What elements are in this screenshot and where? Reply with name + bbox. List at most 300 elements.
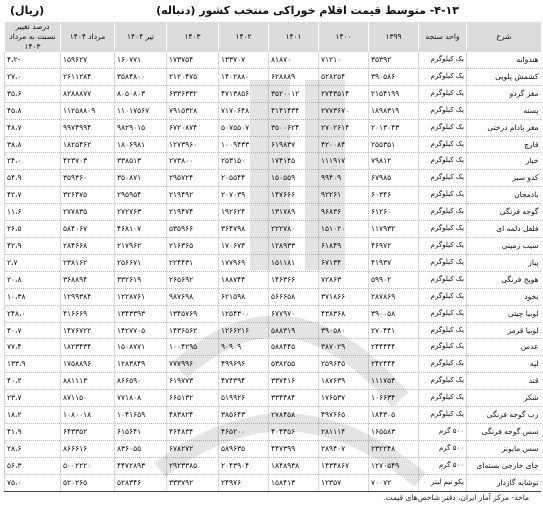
cell-val-tir-1404: ۱۶۰۷۷۱ xyxy=(115,52,167,68)
cell-val-1402: ۱۲۶۶۲۱۶ xyxy=(219,322,269,339)
cell-val-1400: ۵۲۸۲۵۴ xyxy=(319,68,369,85)
cell-val-1401: ۱۷۴۱۴۵ xyxy=(269,153,319,170)
cell-val-1401: ۳۳۷۴۱۶ xyxy=(269,373,319,390)
cell-item-name: مغز گردو xyxy=(467,85,541,102)
cell-change-percent: ۲۸،۶ xyxy=(5,440,61,457)
cell-unit: ۵۰۰ گرم xyxy=(419,457,467,474)
cell-item-name: هندوانه xyxy=(467,52,541,68)
cell-val-1400: ۱۷۶۵۳۷ xyxy=(319,390,369,407)
cell-val-tir-1404: ۲۹۵۹۵۴ xyxy=(115,187,167,204)
cell-change-percent: ۴۸،۷ xyxy=(5,119,61,136)
cell-val-1401: ۱۴۷۶۶۶ xyxy=(269,187,319,204)
cell-unit: یک کیلوگرم xyxy=(419,373,467,390)
cell-unit: یک کیلوگرم xyxy=(419,305,467,322)
cell-val-tir-1404: ۱۲۸۳۸۴۹ xyxy=(115,356,167,373)
cell-val-1403: ۶۷۸۲۷۲ xyxy=(167,440,219,457)
cell-change-percent: ۵۴،۹ xyxy=(5,170,61,187)
cell-change-percent: ۴۵،۸ xyxy=(5,102,61,119)
table-row xyxy=(5,373,541,390)
cell-val-mordad-1404: ۶۴۳۳۵۲ xyxy=(61,423,115,440)
cell-val-mordad-1404: ۲۳۸۱۶۲ xyxy=(61,254,115,271)
cell-val-1399: ۷۰۰۷۲ xyxy=(369,474,419,491)
cell-val-1401: ۶۱۹۸۳۷ xyxy=(269,136,319,153)
cell-val-tir-1404: ۸۰۵۰۸۰۳ xyxy=(115,85,167,102)
cell-val-1402: ۱۹۲۶۲۴ xyxy=(219,204,269,221)
cell-val-1403: ۲۷۳۸۰۰ xyxy=(167,153,219,170)
table-row xyxy=(5,68,541,85)
cell-item-name: بادمجان xyxy=(467,187,541,204)
cell-val-1399: ۲۵۵۳۵۱ xyxy=(369,136,419,153)
cell-val-1401: ۵۳۸۲۵۵ xyxy=(269,356,319,373)
table-row xyxy=(5,440,541,457)
cell-val-1402: ۲۰۷۰۳۹ xyxy=(219,187,269,204)
cell-val-1402: ۲۵۳۱۵۰ xyxy=(219,153,269,170)
cell-change-percent: ۲،۷ xyxy=(5,254,61,271)
header-1403: ۱۴۰۳ xyxy=(167,22,219,52)
table-row xyxy=(5,423,541,440)
cell-val-1402: ۵۸۹۶۳۵ xyxy=(219,440,269,457)
cell-change-percent: ۳۸،۸ xyxy=(5,136,61,153)
cell-item-name: عدس xyxy=(467,339,541,356)
cell-val-1400: ۲۷۴۳۵۱۴ xyxy=(319,85,369,102)
cell-change-percent: ۳۵،۶ xyxy=(5,85,61,102)
cell-val-mordad-1404: ۱۷۵۸۸۹۶ xyxy=(61,356,115,373)
table-row xyxy=(5,119,541,136)
cell-val-1399: ۳۵۳۹۲ xyxy=(369,52,419,68)
cell-val-tir-1404: ۱۵۰۸۷۷۱ xyxy=(115,339,167,356)
cell-item-name: فلفل دلمه ای xyxy=(467,221,541,238)
cell-val-mordad-1404: ۸۶۶۶۱۶ xyxy=(61,440,115,457)
cell-val-1399: ۶۷۹۸۵ xyxy=(369,170,419,187)
cell-val-1402: ۹۰۹۰۹ xyxy=(219,339,269,356)
cell-val-1402: ۶۲۱۵۹۸ xyxy=(219,288,269,305)
cell-val-1402: ۳۶۴۷۹۸ xyxy=(219,221,269,238)
cell-val-1402: ۵۰۷۵۵۰۷ xyxy=(219,119,269,136)
cell-val-1402: ۵۱۹۹۲۶ xyxy=(219,390,269,407)
cell-val-1399: ۲۳۲۲۴۸ xyxy=(369,440,419,457)
table-row xyxy=(5,288,541,305)
cell-val-1401: ۸۱۸۷۰ xyxy=(269,52,319,68)
cell-val-tir-1404: ۴۴۷۲۸۹۳ xyxy=(115,457,167,474)
header-1399: ۱۳۹۹ xyxy=(369,22,419,52)
cell-item-name: مغز بادام درختی xyxy=(467,119,541,136)
cell-val-1400: ۶۱۸۴۹ xyxy=(319,237,369,254)
cell-val-1399: ۱۱۱۷۵۴ xyxy=(369,373,419,390)
cell-unit: یک کیلوگرم xyxy=(419,187,467,204)
cell-item-name: سس گوجه فرنگی xyxy=(467,423,541,440)
cell-unit: یک کیلوگرم xyxy=(419,221,467,238)
cell-val-1400: ۴۹۷۶۶۵ xyxy=(319,407,369,424)
cell-val-1403: ۲۹۵۷۲۴ xyxy=(167,170,219,187)
cell-val-1401: ۶۷۷۹۷۰ xyxy=(269,305,319,322)
cell-val-1400: ۳۸۷۰۲۹ xyxy=(319,339,369,356)
cell-val-mordad-1404: ۳۵۹۳۶۰ xyxy=(61,170,115,187)
cell-item-name: پیاز xyxy=(467,254,541,271)
table-title-bar xyxy=(0,4,543,20)
cell-val-1399: ۶۱۲۶۰ xyxy=(369,204,419,221)
cell-val-1401: ۵۶۶۶۵۸ xyxy=(269,288,319,305)
cell-change-percent: ۷۵،۰ xyxy=(5,474,61,491)
cell-item-name: قند xyxy=(467,373,541,390)
cell-val-mordad-1404: ۱۸۲۵۴۶۲ xyxy=(61,136,115,153)
cell-change-percent: ۴۲،۷ xyxy=(5,187,61,204)
table-row xyxy=(5,474,541,491)
cell-change-percent: ۵۶،۳ xyxy=(5,457,61,474)
cell-unit: یک کیلوگرم xyxy=(419,68,467,85)
cell-val-mordad-1404: ۴۱۶۶۶۹ xyxy=(61,305,115,322)
cell-val-1400: ۱۲۳۵۷ xyxy=(319,474,369,491)
cell-unit: یک کیلوگرم xyxy=(419,204,467,221)
cell-val-1400: ۷۲۸۶۳ xyxy=(319,271,369,288)
cell-val-mordad-1404: ۵۰۰۲۲۲۰ xyxy=(61,457,115,474)
cell-val-mordad-1404: ۸۲۸۸۸۷۷ xyxy=(61,85,115,102)
cell-val-1401: ۳۵۲۰۰۱۲ xyxy=(269,85,319,102)
cell-change-percent: ۷۷،۴ xyxy=(5,339,61,356)
cell-val-mordad-1404: ۸۸۱۱۱۳ xyxy=(61,373,115,390)
cell-val-1399: ۴۱۹۳۷ xyxy=(369,254,419,271)
cell-val-tir-1404: ۱۳۴۳۳۹۳ xyxy=(115,305,167,322)
table-row xyxy=(5,237,541,254)
cell-unit: یک کیلوگرم xyxy=(419,102,467,119)
cell-val-1399: ۱۱۷۹۳۲ xyxy=(369,221,419,238)
cell-val-mordad-1404: ۵۸۴۰۶۷ xyxy=(61,221,115,238)
cell-val-1403: ۳۳۳۷۹۲ xyxy=(167,474,219,491)
cell-val-1401: ۱۵۱۱۸۱ xyxy=(269,254,319,271)
cell-item-name: لوبیا چیتی xyxy=(467,305,541,322)
header-change-percent: درصد تغییر نسبت به مرداد ۱۴۰۳ xyxy=(5,22,61,52)
price-table xyxy=(4,22,541,492)
cell-val-1399: ۱۸۹۸۳۱۹ xyxy=(369,102,419,119)
table-row xyxy=(5,136,541,153)
cell-val-1400: ۲۸۱۱۱۴ xyxy=(319,423,369,440)
table-row xyxy=(5,407,541,424)
cell-unit: یک کیلوگرم xyxy=(419,136,467,153)
cell-val-1400: ۱۸۷۶۳۹ xyxy=(319,373,369,390)
cell-item-name: خیار xyxy=(467,153,541,170)
cell-val-mordad-1404: ۲۶۱۱۲۸۴ xyxy=(61,68,115,85)
table-row xyxy=(5,356,541,373)
cell-val-1399: ۲۱۵۴۱۹۹ xyxy=(369,85,419,102)
cell-val-1401: ۱۵۸۴۱۳ xyxy=(269,474,319,491)
cell-change-percent: ۴۱،۹ xyxy=(5,423,61,440)
table-row xyxy=(5,170,541,187)
cell-val-1401: ۵۸۸۴۴۵ xyxy=(269,339,319,356)
cell-unit: یک کیلوگرم xyxy=(419,288,467,305)
cell-val-tir-1404: ۱۱۰۱۷۵۶۷ xyxy=(115,102,167,119)
cell-val-mordad-1404: ۱۰۸۰۰۱۸ xyxy=(61,407,115,424)
header-unit: واحد سنجه xyxy=(419,22,467,52)
cell-val-1400: ۱۱۱۹۱۷ xyxy=(319,153,369,170)
table-row xyxy=(5,153,541,170)
cell-val-1403: ۶۱۹۷۷۳ xyxy=(167,373,219,390)
cell-val-1403: ۱۴۳۶۵۶۲ xyxy=(167,322,219,339)
cell-val-1399: ۱۸۴۳۰۵ xyxy=(369,407,419,424)
cell-unit: یک کیلوگرم xyxy=(419,407,467,424)
cell-val-tir-1404: ۴۶۸۱۰۷ xyxy=(115,221,167,238)
table-row xyxy=(5,102,541,119)
cell-val-1402: ۱۸۸۷۴۴ xyxy=(219,271,269,288)
cell-val-1402: ۱۰۰۹۴۳۳ xyxy=(219,136,269,153)
cell-val-1403: ۴۶۴۸۳۴ xyxy=(167,423,219,440)
cell-val-1401: ۱۳۱۷۸۹ xyxy=(269,204,319,221)
cell-val-mordad-1404: ۲۸۴۶۶۸ xyxy=(61,237,115,254)
table-row xyxy=(5,322,541,339)
cell-val-1402: ۴۹۹۶۹۶ xyxy=(219,356,269,373)
cell-val-1400: ۴۳۸۳۶۸ xyxy=(319,305,369,322)
cell-item-name: کشمش پلویی xyxy=(467,68,541,85)
header-1400: ۱۴۰۰ xyxy=(319,22,369,52)
cell-val-tir-1404: ۱۴۲۷۷۰۵ xyxy=(115,322,167,339)
cell-val-tir-1404: ۵۲۸۳۴۶ xyxy=(115,474,167,491)
cell-unit: یک کیلوگرم xyxy=(419,237,467,254)
cell-val-mordad-1404: ۴۲۳۷۰۳ xyxy=(61,153,115,170)
cell-item-name: لپه xyxy=(467,356,541,373)
cell-unit: یکو نیم لیتر xyxy=(419,474,467,491)
cell-val-1400: ۱۵۱۰۲۰ xyxy=(319,221,369,238)
cell-unit: یک کیلوگرم xyxy=(419,339,467,356)
cell-val-1401: ۱۸۴۸۹۳۸ xyxy=(269,457,319,474)
cell-val-1401: ۲۷۸۴۵۸ xyxy=(269,407,319,424)
cell-val-tir-1404: ۲۷۲۷۶۳ xyxy=(115,204,167,221)
cell-val-1400: ۹۶۸۳۶ xyxy=(319,204,369,221)
cell-item-name: گوجه فرنگی xyxy=(467,204,541,221)
cell-change-percent: ۴۰،۷ xyxy=(5,322,61,339)
cell-item-name: رب گوجه فرنگی xyxy=(467,407,541,424)
table-row xyxy=(5,271,541,288)
cell-val-mordad-1404: ۸۷۱۱۵۰ xyxy=(61,390,115,407)
cell-val-1399: ۱۲۷۰۵۴۹ xyxy=(369,457,419,474)
cell-val-1400: ۶۷۱۳۴ xyxy=(319,254,369,271)
cell-val-mordad-1404: ۹۹۷۴۹۹۴ xyxy=(61,119,115,136)
cell-val-1400: ۷۱۲۱۰ xyxy=(319,52,369,68)
cell-val-1399: ۴۶۹۷۲ xyxy=(369,237,419,254)
header-name: شرح xyxy=(467,22,541,52)
cell-val-1399: ۱۶۵۵۸۳ xyxy=(369,423,419,440)
cell-val-1400: ۳۷۱۸۶۶ xyxy=(319,288,369,305)
cell-val-mordad-1404: ۲۷۷۸۳۵ xyxy=(61,204,115,221)
cell-item-name: شکر xyxy=(467,390,541,407)
cell-val-1403: ۲۱۶۳۶۵ xyxy=(167,237,219,254)
table-row xyxy=(5,390,541,407)
cell-val-1402: ۱۳۳۷۰۷ xyxy=(219,52,269,68)
cell-val-1403: ۲۲۴۴۳۱ xyxy=(167,254,219,271)
table-header-row xyxy=(5,22,541,52)
cell-val-1401: ۶۲۸۸۸۹ xyxy=(269,68,319,85)
cell-val-1401: ۳۵۰۰۶۲۴ xyxy=(269,119,319,136)
cell-val-1401: ۲۲۲۷۸۰ xyxy=(269,221,319,238)
table-row xyxy=(5,457,541,474)
cell-val-1401: ۴۴۷۳۹۹ xyxy=(269,440,319,457)
cell-val-tir-1404: ۲۱۷۹۶۲ xyxy=(115,237,167,254)
cell-val-mordad-1404: ۱۲۹۹۳۸۴ xyxy=(61,288,115,305)
table-body xyxy=(5,52,541,491)
cell-val-1402: ۴۷۱۳۸۵۶ xyxy=(219,85,269,102)
cell-change-percent: ۲۷،۰ xyxy=(5,68,61,85)
cell-val-tir-1404: ۳۳۲۶۱۹ xyxy=(115,271,167,288)
cell-val-1399: ۲۴۲۴۴۴ xyxy=(369,356,419,373)
table-row xyxy=(5,305,541,322)
cell-unit: ۵۰۰ گرم xyxy=(419,440,467,457)
cell-unit: یک کیلوگرم xyxy=(419,153,467,170)
table-row xyxy=(5,187,541,204)
cell-val-1400: ۹۲۲۶۱ xyxy=(319,187,369,204)
cell-val-mordad-1404: ۱۸۲۳۴۳۴ xyxy=(61,339,115,356)
cell-val-1403: ۲۹۲۳۳۸۵ xyxy=(167,457,219,474)
table-row xyxy=(5,254,541,271)
cell-val-1403: ۲۱۲۰۴۷۵ xyxy=(167,68,219,85)
cell-val-1402: ۱۲۵۴۳۰۰ xyxy=(219,305,269,322)
cell-val-tir-1404: ۳۵۸۴۸۰۰ xyxy=(115,68,167,85)
cell-val-1403: ۱۷۳۷۵۴ xyxy=(167,52,219,68)
cell-val-tir-1404: ۱۸۰۶۹۸۱ xyxy=(115,136,167,153)
cell-change-percent: ۲۴،۰ xyxy=(5,153,61,170)
cell-val-1399: ۵۹۹۰۲ xyxy=(369,271,419,288)
currency-unit-label: (ریال) xyxy=(10,4,45,17)
cell-val-1400: ۲۸۹۴۰۷ xyxy=(319,440,369,457)
cell-val-1403: ۶۳۳۶۳۳۲ xyxy=(167,85,219,102)
cell-unit: یک کیلوگرم xyxy=(419,322,467,339)
cell-val-1402: ۱۷۰۶۷۴ xyxy=(219,237,269,254)
cell-change-percent: ۱۰،۳۸ xyxy=(5,288,61,305)
cell-val-1402: ۳۸۵۶۴۳ xyxy=(219,407,269,424)
cell-val-1403: ۲۱۹۴۷۴ xyxy=(167,204,219,221)
cell-change-percent: ۴۰،۲ xyxy=(5,373,61,390)
cell-val-1399: ۶۰۳۴۶ xyxy=(369,187,419,204)
cell-val-tir-1404: ۳۳۸۵۱۳ xyxy=(115,153,167,170)
cell-change-percent: ۲۶،۵ xyxy=(5,221,61,238)
cell-item-name: قارچ xyxy=(467,136,541,153)
cell-unit: یک کیلوگرم xyxy=(419,52,467,68)
cell-val-1403: ۷۹۱۵۳۲۸ xyxy=(167,102,219,119)
cell-unit: یک کیلوگرم xyxy=(419,254,467,271)
cell-val-1400: ۱۴۳۴۸۶۷ xyxy=(319,457,369,474)
cell-val-1400: ۹۹۴۰۹ xyxy=(319,170,369,187)
cell-val-tir-1404: ۹۸۲۹۰۱۵ xyxy=(115,119,167,136)
cell-change-percent: -۴،۲ xyxy=(5,52,61,68)
cell-val-1399: ۳۹۰۵۸۶ xyxy=(369,68,419,85)
cell-item-name: پسته xyxy=(467,102,541,119)
cell-val-1400: ۲۷۷۳۶۷۰ xyxy=(319,102,369,119)
table-row xyxy=(5,204,541,221)
cell-change-percent: ۴۲،۹ xyxy=(5,237,61,254)
cell-unit: یک کیلوگرم xyxy=(419,170,467,187)
cell-val-tir-1404: ۶۱۵۶۴۱ xyxy=(115,423,167,440)
cell-val-1399: ۱۰۶۶۳۴ xyxy=(369,390,419,407)
cell-val-1401: ۳۳۴۴۸۴ xyxy=(269,390,319,407)
cell-val-tir-1404: ۷۷۱۸۰۸ xyxy=(115,390,167,407)
header-tir-1404: تیر ۱۴۰۴ xyxy=(115,22,167,52)
cell-val-1399: ۷۹۸۱۲ xyxy=(369,153,419,170)
cell-val-1402: ۱۷۷۹۶۹ xyxy=(219,254,269,271)
cell-val-tir-1404: ۸۳۶۰۵۵ xyxy=(115,440,167,457)
table-row xyxy=(5,85,541,102)
cell-val-mordad-1404: ۱۴۷۶۷۲۲ xyxy=(61,322,115,339)
cell-unit: ۵۰۰ گرم xyxy=(419,423,467,440)
cell-val-1403: ۴۸۳۸۲۴ xyxy=(167,407,219,424)
cell-unit: یک کیلوگرم xyxy=(419,85,467,102)
cell-unit: یک کیلوگرم xyxy=(419,390,467,407)
cell-val-mordad-1404: ۱۵۹۶۲۷ xyxy=(61,52,115,68)
cell-val-1403: ۵۳۵۹۶۶ xyxy=(167,221,219,238)
cell-val-1402: ۲۴۹۷۶ xyxy=(219,474,269,491)
header-1401: ۱۴۰۱ xyxy=(269,22,319,52)
cell-val-tir-1404: ۲۵۶۶۷۱ xyxy=(115,254,167,271)
cell-change-percent: ۲۳،۷ xyxy=(5,390,61,407)
cell-val-1403: ۹۸۷۶۹۸ xyxy=(167,288,219,305)
cell-val-1403: ۲۱۹۴۹۲ xyxy=(167,187,219,204)
cell-val-1402: ۲۰۵۵۴۴ xyxy=(219,170,269,187)
cell-item-name: چای خارجی بسته‌ای xyxy=(467,457,541,474)
cell-val-1401: ۴۱۴۱۴۳۴ xyxy=(269,102,319,119)
cell-item-name: کدو سبز xyxy=(467,170,541,187)
cell-val-1402: ۲۰۴۳۹۰۴ xyxy=(219,457,269,474)
cell-val-1402: ۷۱۷۰۶۴۸ xyxy=(219,102,269,119)
header-mordad-1404: مرداد ۱۴۰۴ xyxy=(61,22,115,52)
source-note: ماخذ- مرکز آمار ایران، دفتر شاخص‌های قیمت. xyxy=(383,493,529,502)
cell-val-1401: ۱۲۸۹۳۳ xyxy=(269,237,319,254)
cell-val-tir-1404: ۳۵۰۸۷۱ xyxy=(115,170,167,187)
cell-val-1402: ۱۴۰۲۸۸۰ xyxy=(219,68,269,85)
cell-item-name: لوبیا قرمز xyxy=(467,322,541,339)
cell-change-percent: ۲۴۸،۰ xyxy=(5,305,61,322)
cell-unit: یک کیلوگرم xyxy=(419,356,467,373)
cell-unit: یک کیلوگرم xyxy=(419,119,467,136)
cell-item-name: نوشابه گازدار xyxy=(467,474,541,491)
cell-val-1402: ۴۷۴۳۹۴ xyxy=(219,373,269,390)
cell-val-1399: ۲۰۱۳۰۴۳ xyxy=(369,119,419,136)
cell-val-1399: ۳۹۰۰۵۸ xyxy=(369,305,419,322)
cell-val-1401: ۱۵۰۵۵۹ xyxy=(269,170,319,187)
cell-val-1403: ۶۷۲۰۸۷۴ xyxy=(167,119,219,136)
cell-val-1400: ۴۲۰۰۸۴ xyxy=(319,136,369,153)
cell-val-1403: ۶۶۵۱۳۲ xyxy=(167,390,219,407)
cell-val-mordad-1404: ۳۶۸۸۹۴ xyxy=(61,271,115,288)
cell-change-percent: ۱۱،۶ xyxy=(5,204,61,221)
cell-val-1399: ۲۸۷۸۶۹ xyxy=(369,288,419,305)
cell-val-tir-1404: ۱۲۲۸۷۶۱ xyxy=(115,288,167,305)
cell-val-1403: ۲۶۵۶۹۲ xyxy=(167,271,219,288)
cell-val-1403: ۱۲۷۳۹۶۰ xyxy=(167,136,219,153)
cell-val-mordad-1404: ۵۲۰۲۶۵ xyxy=(61,474,115,491)
cell-change-percent: ۲۰،۸ xyxy=(5,271,61,288)
cell-val-1400: ۳۹۰۵۸۰ xyxy=(319,322,369,339)
cell-item-name: هویج فرنگی xyxy=(467,271,541,288)
cell-change-percent: ۱۳۳،۹ xyxy=(5,356,61,373)
table-row xyxy=(5,221,541,238)
cell-val-1401: ۴۰۴۴۵۶ xyxy=(269,423,319,440)
cell-val-tir-1404: ۱۰۴۱۶۵۹ xyxy=(115,407,167,424)
cell-val-1403: ۱۰۰۴۲۹۵ xyxy=(167,339,219,356)
cell-val-1400: ۲۵۹۶۴۵ xyxy=(319,356,369,373)
table-row xyxy=(5,52,541,68)
cell-val-1402: ۴۶۵۲۰۰ xyxy=(219,423,269,440)
cell-val-mordad-1404: ۳۲۶۴۷۵ xyxy=(61,187,115,204)
cell-item-name: سس مایونز xyxy=(467,440,541,457)
cell-val-1400: ۲۷۰۲۶۱۴ xyxy=(319,119,369,136)
cell-val-mordad-1404: ۱۱۲۵۸۸۰۹ xyxy=(61,102,115,119)
cell-val-1399: ۲۷۰۴۴۱ xyxy=(369,322,419,339)
table-title: ۴-۱۳- متوسط قیمت اقلام خوراکی منتخب کشور (دنباله) xyxy=(156,4,459,17)
cell-val-tir-1404: ۸۶۶۵۹۰ xyxy=(115,373,167,390)
table-row xyxy=(5,339,541,356)
cell-val-1401: ۵۸۸۳۱۹ xyxy=(269,322,319,339)
cell-val-1401: ۱۴۶۳۶۶ xyxy=(269,271,319,288)
cell-item-name: سیب زمینی xyxy=(467,237,541,254)
cell-val-1399: ۲۴۴۴۴۴ xyxy=(369,339,419,356)
cell-val-1403: ۷۷۷۹۹۶ xyxy=(167,356,219,373)
cell-change-percent: ۱۸،۲ xyxy=(5,407,61,424)
cell-val-1403: ۱۳۴۵۷۶۹ xyxy=(167,305,219,322)
